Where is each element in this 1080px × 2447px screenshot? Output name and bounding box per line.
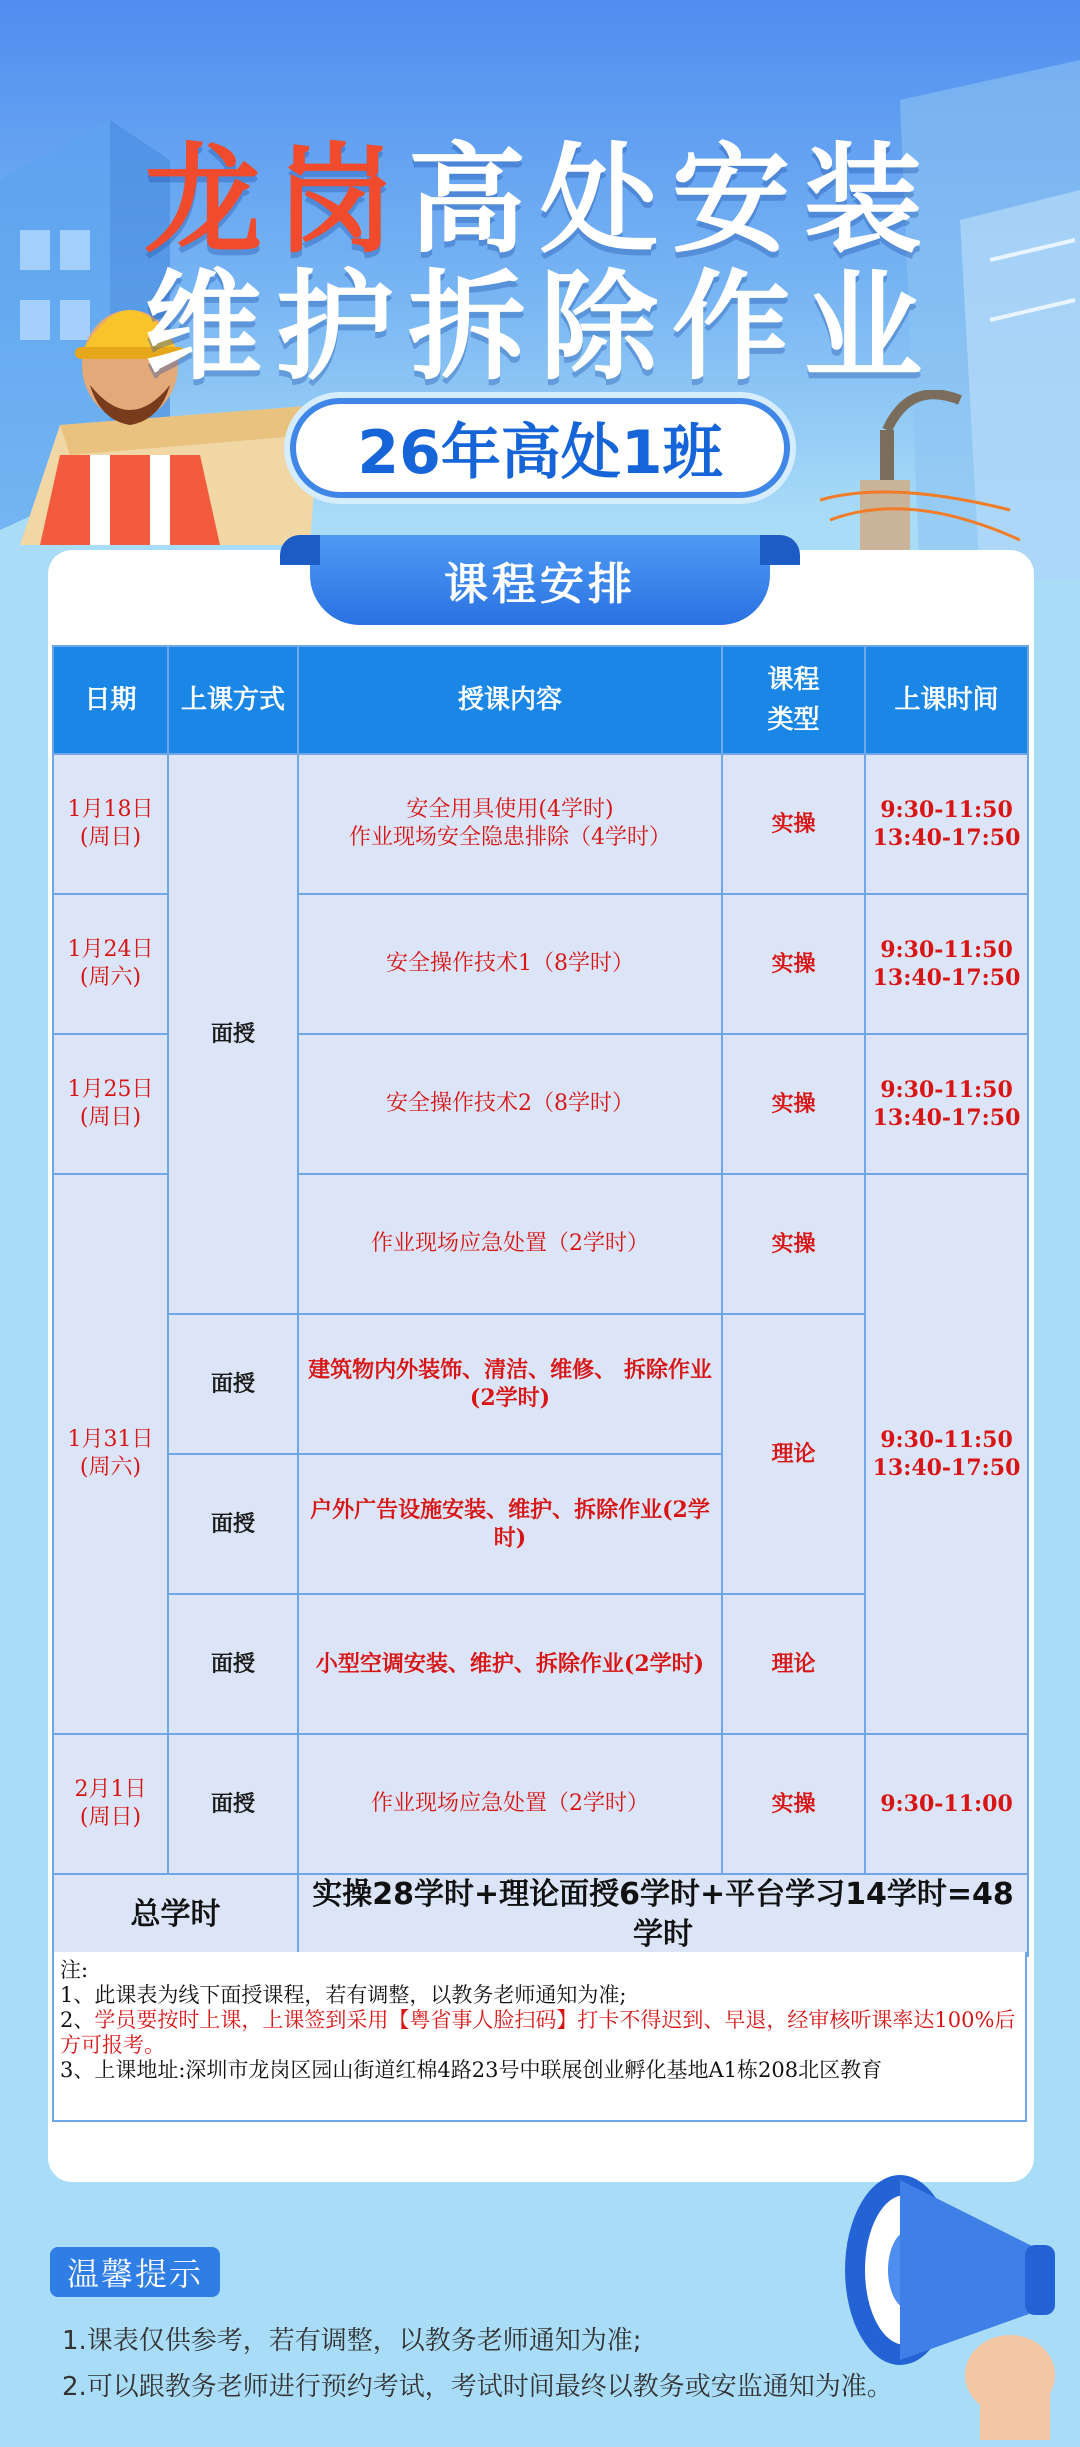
cell-date: 2月1日 (周日) [53,1734,168,1874]
total-row [53,1874,1028,1956]
page-title-line2: 维护拆除作业 [143,258,936,396]
note-1: 1、此课表为线下面授课程，若有调整，以教务老师通知为准; [60,1983,627,2007]
cell-method: 面授 [168,1454,298,1594]
cell-content: 安全操作技术1（8学时） [298,894,722,1034]
cell-content: 安全用具使用(4学时) 作业现场安全隐患排除（4学时） [298,754,722,894]
header-content: 授课内容 [298,646,722,754]
total-value: 实操28学时+理论面授6学时+平台学习14学时=48学时 [298,1874,1028,1956]
cell-content: 小型空调安装、维护、拆除作业(2学时) [298,1594,722,1734]
cell-time: 9:30-11:50 13:40-17:50 [865,894,1028,1034]
cell-date: 1月18日 (周日) [53,754,168,894]
cell-method: 面授 [168,1314,298,1454]
header-date: 日期 [53,646,168,754]
cell-type: 实操 [722,1034,865,1174]
cell-type: 实操 [722,1174,865,1314]
megaphone-icon [830,2160,1070,2440]
cell-content: 作业现场应急处置（2学时） [298,1174,722,1314]
cell-type: 理论 [722,1314,865,1594]
title-rest: 高处安装 [408,131,937,269]
header-time: 上课时间 [865,646,1028,754]
cell-time: 9:30-11:50 13:40-17:50 [865,1174,1028,1734]
cell-method: 面授 [168,1594,298,1734]
tips-badge: 温馨提示 [50,2247,220,2297]
cell-date: 1月24日 (周六) [53,894,168,1034]
note-3: 3、上课地址:深圳市龙岗区园山街道红棉4路23号中联展创业孵化基地A1栋208北区教育 [60,2058,883,2082]
cell-content: 户外广告设施安装、维护、拆除作业(2学时) [298,1454,722,1594]
note-2 [60,2008,1019,2058]
cell-date: 1月31日 (周六) [53,1174,168,1734]
note-2-prefix: 2、 [60,2008,95,2032]
notes-box [52,1952,1027,2122]
schedule-table [52,645,1029,1957]
header-type: 课程 类型 [722,646,865,754]
cell-time: 9:30-11:00 [865,1734,1028,1874]
cell-method: 面授 [168,754,298,1314]
table-header-row [53,646,1028,754]
table-row [53,1734,1028,1874]
hero-banner [0,0,1080,600]
section-title: 课程安排 [310,535,770,625]
cell-type: 实操 [722,754,865,894]
title-accent: 龙岗 [143,131,408,269]
notes-heading: 注: [60,1958,89,1982]
cell-content: 建筑物内外装饰、清洁、维修、 拆除作业(2学时) [298,1314,722,1454]
class-name-badge: 26年高处1班 [290,398,790,498]
cell-type: 实操 [722,1734,865,1874]
cell-date: 1月25日 (周日) [53,1034,168,1174]
power-pole-illustration [820,390,1020,560]
cell-type: 实操 [722,894,865,1034]
header-method: 上课方式 [168,646,298,754]
note-2-text: 学员要按时上课，上课签到采用【粤省事人脸扫码】打卡不得迟到、早退，经审核听课率达100%后方可报考。 [60,2008,1016,2057]
cell-method: 面授 [168,1734,298,1874]
table-row [53,754,1028,894]
cell-content: 安全操作技术2（8学时） [298,1034,722,1174]
cell-type: 理论 [722,1594,865,1734]
cell-time: 9:30-11:50 13:40-17:50 [865,754,1028,894]
tip-1: 1.课表仅供参考，若有调整，以教务老师通知为准; [62,2326,642,2356]
cell-time: 9:30-11:50 13:40-17:50 [865,1034,1028,1174]
total-label: 总学时 [53,1874,298,1956]
cell-content: 作业现场应急处置（2学时） [298,1734,722,1874]
tip-2: 2.可以跟教务老师进行预约考试，考试时间最终以教务或安监通知为准。 [62,2372,893,2402]
